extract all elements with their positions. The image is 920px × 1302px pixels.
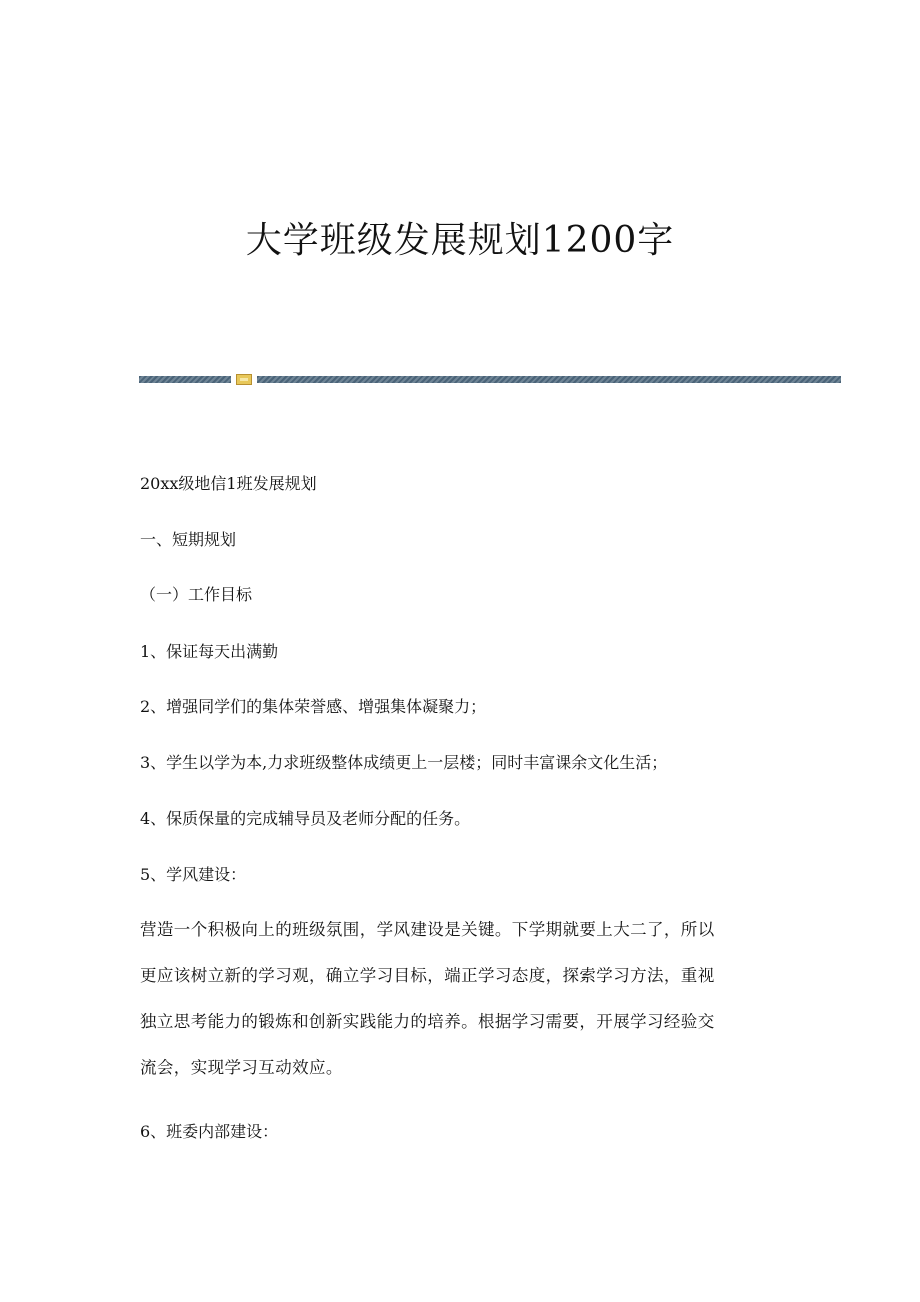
goal-item-6: 6、班委内部建设： [140,1122,279,1141]
section-heading-short-term: 一、短期规划 [140,530,237,549]
paragraph-line: 营造一个积极向上的班级氛围，学风建设是关键。下学期就要上大二了，所以 [140,920,715,939]
divider-emblem-icon [236,374,252,385]
goal-item-2: 2、增强同学们的集体荣誉感、增强集体凝聚力； [140,697,487,716]
goal-item-4: 4、保质保量的完成辅导员及老师分配的任务。 [140,809,471,828]
divider-bar-right [257,376,841,383]
subsection-heading-goals: （一）工作目标 [140,585,253,604]
goal-item-3: 3、学生以学为本,力求班级整体成绩更上一层楼；同时丰富课余文化生活； [140,753,668,772]
decorative-divider [139,374,841,384]
goal-item-1: 1、保证每天出满勤 [140,642,279,661]
paragraph-line: 流会，实现学习互动效应。 [140,1058,343,1077]
paragraph-line: 独立思考能力的锻炼和创新实践能力的培养。根据学习需要，开展学习经验交 [140,1012,715,1031]
document-title: 大学班级发展规划1200字 [245,220,675,261]
paragraph-line: 更应该树立新的学习观，确立学习目标，端正学习态度，探索学习方法，重视 [140,966,715,985]
divider-bar-left [139,376,231,383]
study-style-paragraph [140,918,780,1102]
class-plan-heading: 20xx级地信1班发展规划 [140,474,317,493]
goal-item-5: 5、学风建设： [140,865,247,884]
